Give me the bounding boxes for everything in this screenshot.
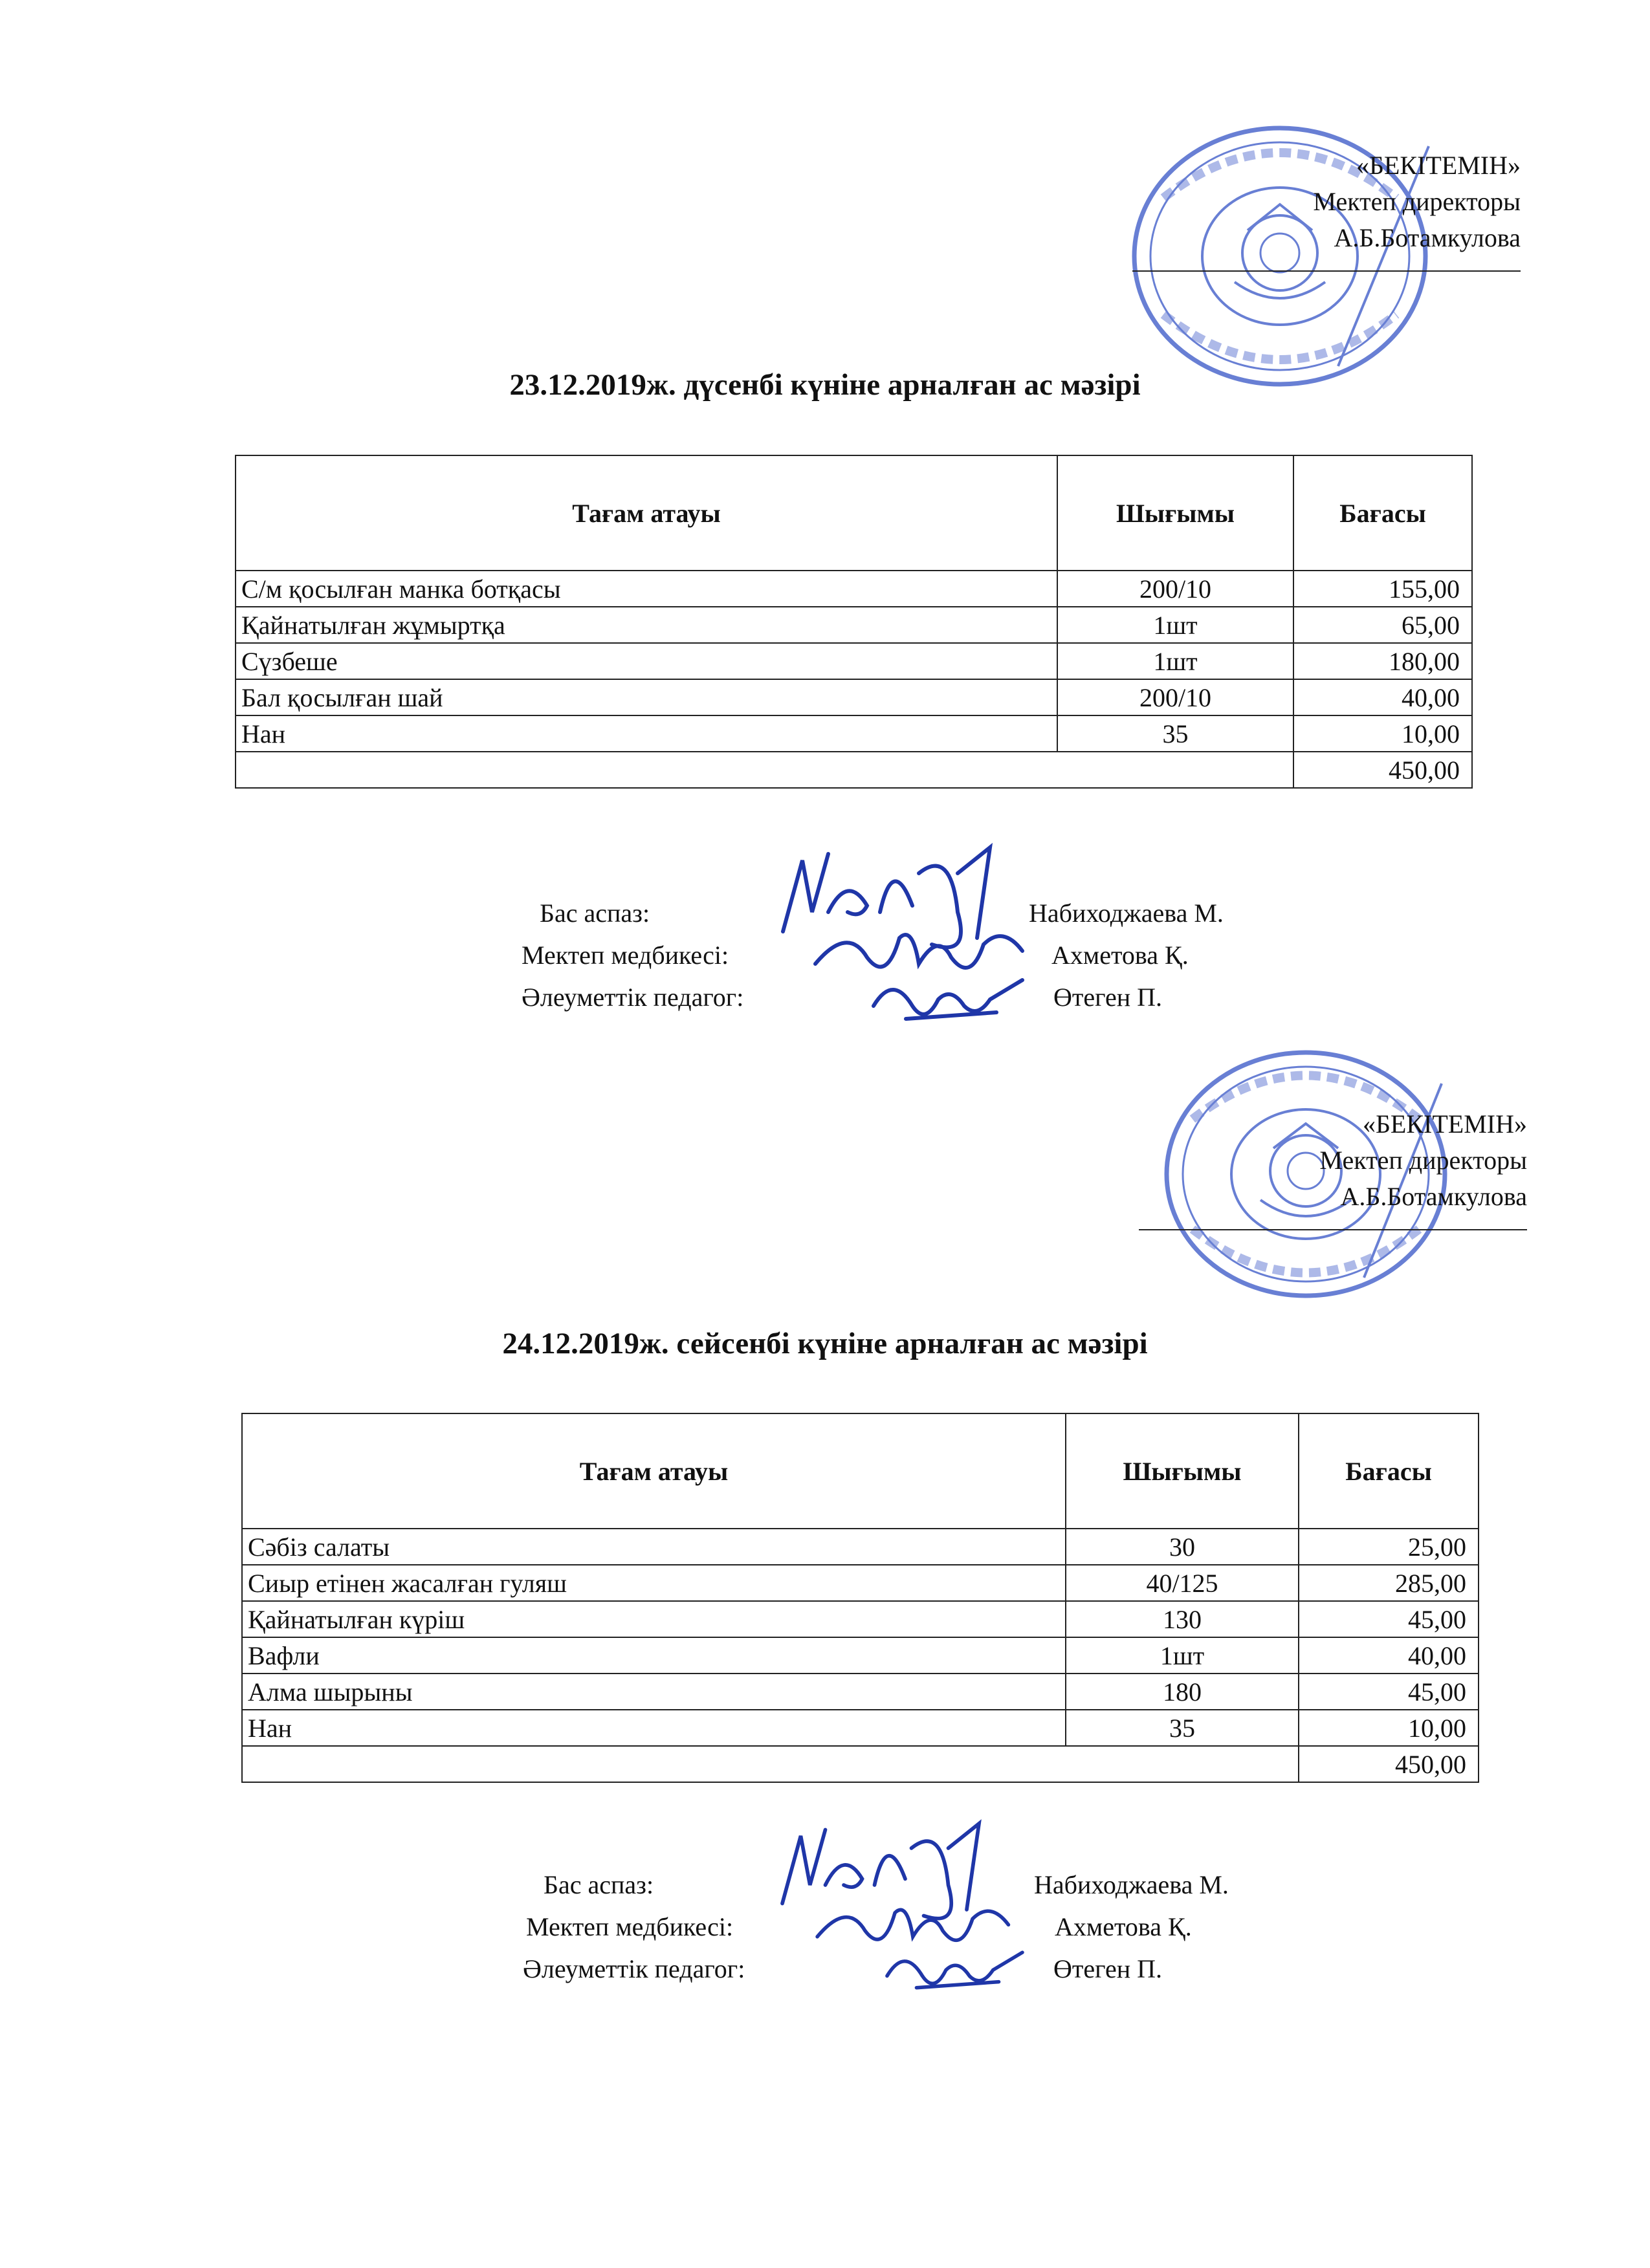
dish-price: 155,00 <box>1293 571 1472 607</box>
approval-title: «БЕКІТЕМІН» <box>1362 1109 1527 1139</box>
column-header-dish: Тағам атауы <box>242 1413 1066 1529</box>
dish-yield: 40/125 <box>1066 1565 1299 1601</box>
approval-signature-line <box>1132 270 1521 272</box>
signature-role-chef: Бас аспаз: <box>540 899 650 928</box>
dish-yield: 200/10 <box>1057 679 1293 715</box>
table-row <box>236 643 1472 679</box>
dish-name: Сүзбеше <box>236 643 1057 679</box>
signature-role-chef: Бас аспаз: <box>544 1870 654 1899</box>
handwritten-signature-chef <box>757 1811 1029 1934</box>
approval-block <box>1139 1106 1527 1230</box>
total-label-cell <box>242 1746 1299 1782</box>
dish-name: Сәбіз салаты <box>242 1529 1066 1565</box>
column-header-price: Бағасы <box>1293 455 1472 571</box>
signature-name-pedagogue: Өтеген П. <box>1053 983 1163 1012</box>
table-row <box>236 571 1472 607</box>
dish-name: Нан <box>242 1710 1066 1746</box>
dish-price: 10,00 <box>1299 1710 1479 1746</box>
dish-yield: 30 <box>1066 1529 1299 1565</box>
signature-role-pedagogue: Әлеуметтік педагог: <box>522 983 744 1012</box>
menu-heading: 24.12.2019ж. сейсенбі күніне арналған ас мәзірі <box>502 1327 1148 1360</box>
total-price: 450,00 <box>1299 1746 1479 1782</box>
approval-block <box>1132 147 1521 272</box>
signature-name-chef: Набиходжаева М. <box>1034 1870 1229 1899</box>
approval-role: Мектеп директоры <box>1313 187 1521 216</box>
handwritten-signature-nurse <box>802 1889 1035 1967</box>
dish-price: 40,00 <box>1293 679 1472 715</box>
menu-table <box>241 1413 1479 1783</box>
dish-yield: 130 <box>1066 1601 1299 1637</box>
signature-role-nurse: Мектеп медбикесі: <box>526 1912 734 1941</box>
table-total-row <box>242 1746 1479 1782</box>
table-row <box>242 1674 1479 1710</box>
table-header-row <box>236 455 1472 571</box>
table-total-row <box>236 752 1472 788</box>
dish-yield: 35 <box>1066 1710 1299 1746</box>
dish-yield: 1шт <box>1057 643 1293 679</box>
table-row <box>236 607 1472 643</box>
approval-title: «БЕКІТЕМІН» <box>1356 151 1521 180</box>
handwritten-signature-pedagogue <box>867 967 1035 1038</box>
dish-price: 10,00 <box>1293 715 1472 752</box>
signature-role-pedagogue: Әлеуметтік педагог: <box>523 1954 745 1983</box>
signature-name-pedagogue: Өтеген П. <box>1053 1954 1163 1983</box>
total-label-cell <box>236 752 1293 788</box>
menu-table <box>235 455 1473 789</box>
dish-price: 285,00 <box>1299 1565 1479 1601</box>
dish-price: 45,00 <box>1299 1601 1479 1637</box>
table-row <box>242 1565 1479 1601</box>
table-row <box>242 1637 1479 1674</box>
column-header-yield: Шығымы <box>1057 455 1293 571</box>
column-header-price: Бағасы <box>1299 1413 1479 1529</box>
column-header-dish: Тағам атауы <box>236 455 1057 571</box>
signature-role-nurse: Мектеп медбикесі: <box>522 941 729 970</box>
table-row <box>242 1710 1479 1746</box>
handwritten-signature-chef <box>764 834 1035 964</box>
dish-yield: 1шт <box>1057 607 1293 643</box>
dish-price: 45,00 <box>1299 1674 1479 1710</box>
dish-price: 180,00 <box>1293 643 1472 679</box>
dish-name: Алма шырыны <box>242 1674 1066 1710</box>
table-row <box>236 715 1472 752</box>
table-row <box>242 1529 1479 1565</box>
total-price: 450,00 <box>1293 752 1472 788</box>
dish-price: 40,00 <box>1299 1637 1479 1674</box>
approval-name: А.Б.Ботамкулова <box>1334 223 1521 252</box>
approval-role: Мектеп директоры <box>1319 1146 1527 1175</box>
dish-price: 65,00 <box>1293 607 1472 643</box>
dish-yield: 35 <box>1057 715 1293 752</box>
signature-name-nurse: Ахметова Қ. <box>1051 941 1189 970</box>
table-row <box>236 679 1472 715</box>
handwritten-signature-pedagogue <box>874 1941 1042 2005</box>
table-row <box>242 1601 1479 1637</box>
menu-heading: 23.12.2019ж. дүсенбі күніне арналған ас мәзірі <box>509 368 1141 402</box>
handwritten-signature-nurse <box>809 912 1042 996</box>
signature-name-nurse: Ахметова Қ. <box>1055 1912 1192 1941</box>
dish-yield: 180 <box>1066 1674 1299 1710</box>
approval-name: А.Б.Ботамкулова <box>1340 1182 1527 1211</box>
signature-name-chef: Набиходжаева М. <box>1029 899 1224 928</box>
approval-signature-line <box>1139 1229 1527 1230</box>
dish-name: Нан <box>236 715 1057 752</box>
table-header-row <box>242 1413 1479 1529</box>
dish-name: С/м қосылған манка ботқасы <box>236 571 1057 607</box>
dish-name: Бал қосылған шай <box>236 679 1057 715</box>
column-header-yield: Шығымы <box>1066 1413 1299 1529</box>
dish-name: Вафли <box>242 1637 1066 1674</box>
dish-name: Сиыр етінен жасалған гуляш <box>242 1565 1066 1601</box>
dish-price: 25,00 <box>1299 1529 1479 1565</box>
dish-name: Қайнатылған жұмыртқа <box>236 607 1057 643</box>
dish-name: Қайнатылған күріш <box>242 1601 1066 1637</box>
dish-yield: 1шт <box>1066 1637 1299 1674</box>
dish-yield: 200/10 <box>1057 571 1293 607</box>
